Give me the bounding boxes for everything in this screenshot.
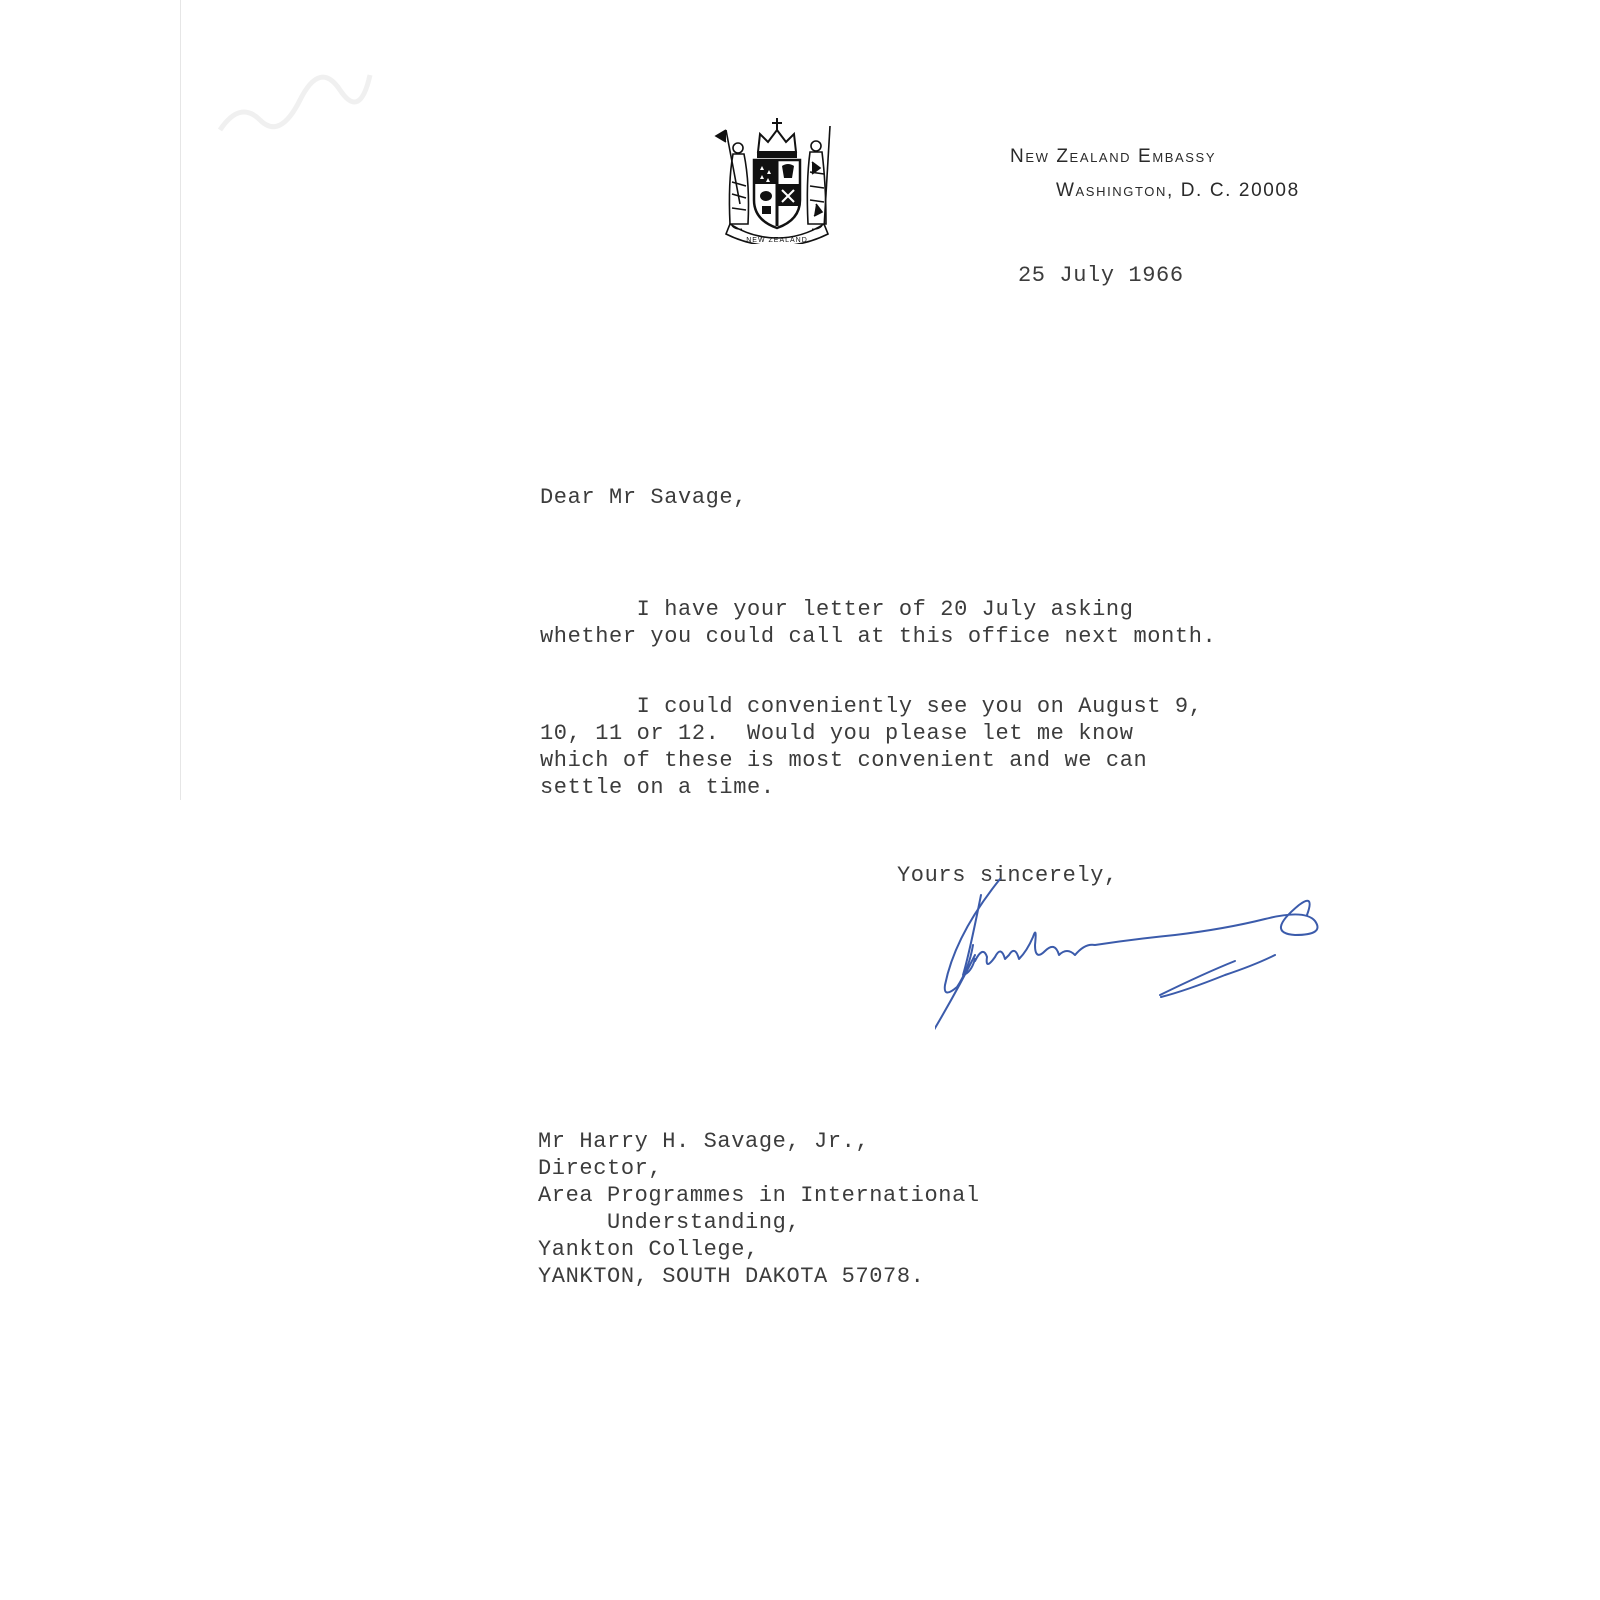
body-paragraph-2: I could conveniently see you on August 9, 10, 11 or 12. Would you please let me know which of these is most convenient and we can settle on a time. bbox=[540, 694, 1203, 800]
recipient-address: Mr Harry H. Savage, Jr., Director, Area Programmes in International Understanding, Yankton College, YANKTON, SOUTH DAKOTA 57078. bbox=[538, 1129, 980, 1289]
complimentary-closing: Yours sincerely, bbox=[897, 863, 1118, 888]
crest-motto-ribbon: NEW ZEALAND bbox=[746, 237, 808, 244]
letter-date: 25 July 1966 bbox=[1018, 263, 1184, 288]
letterhead-address: Washington, D. C. 20008 bbox=[1056, 180, 1300, 201]
handwritten-signature bbox=[935, 875, 1375, 1075]
body-paragraph-1: I have your letter of 20 July asking whether you could call at this office next month. bbox=[540, 597, 1217, 649]
letterhead-organization: New Zealand Embassy bbox=[1010, 146, 1217, 167]
letterhead bbox=[1010, 140, 1300, 208]
faint-pencil-mark bbox=[210, 60, 380, 150]
salutation: Dear Mr Savage, bbox=[540, 485, 748, 510]
coat-of-arms-icon bbox=[712, 112, 842, 244]
page-edge bbox=[180, 0, 181, 800]
